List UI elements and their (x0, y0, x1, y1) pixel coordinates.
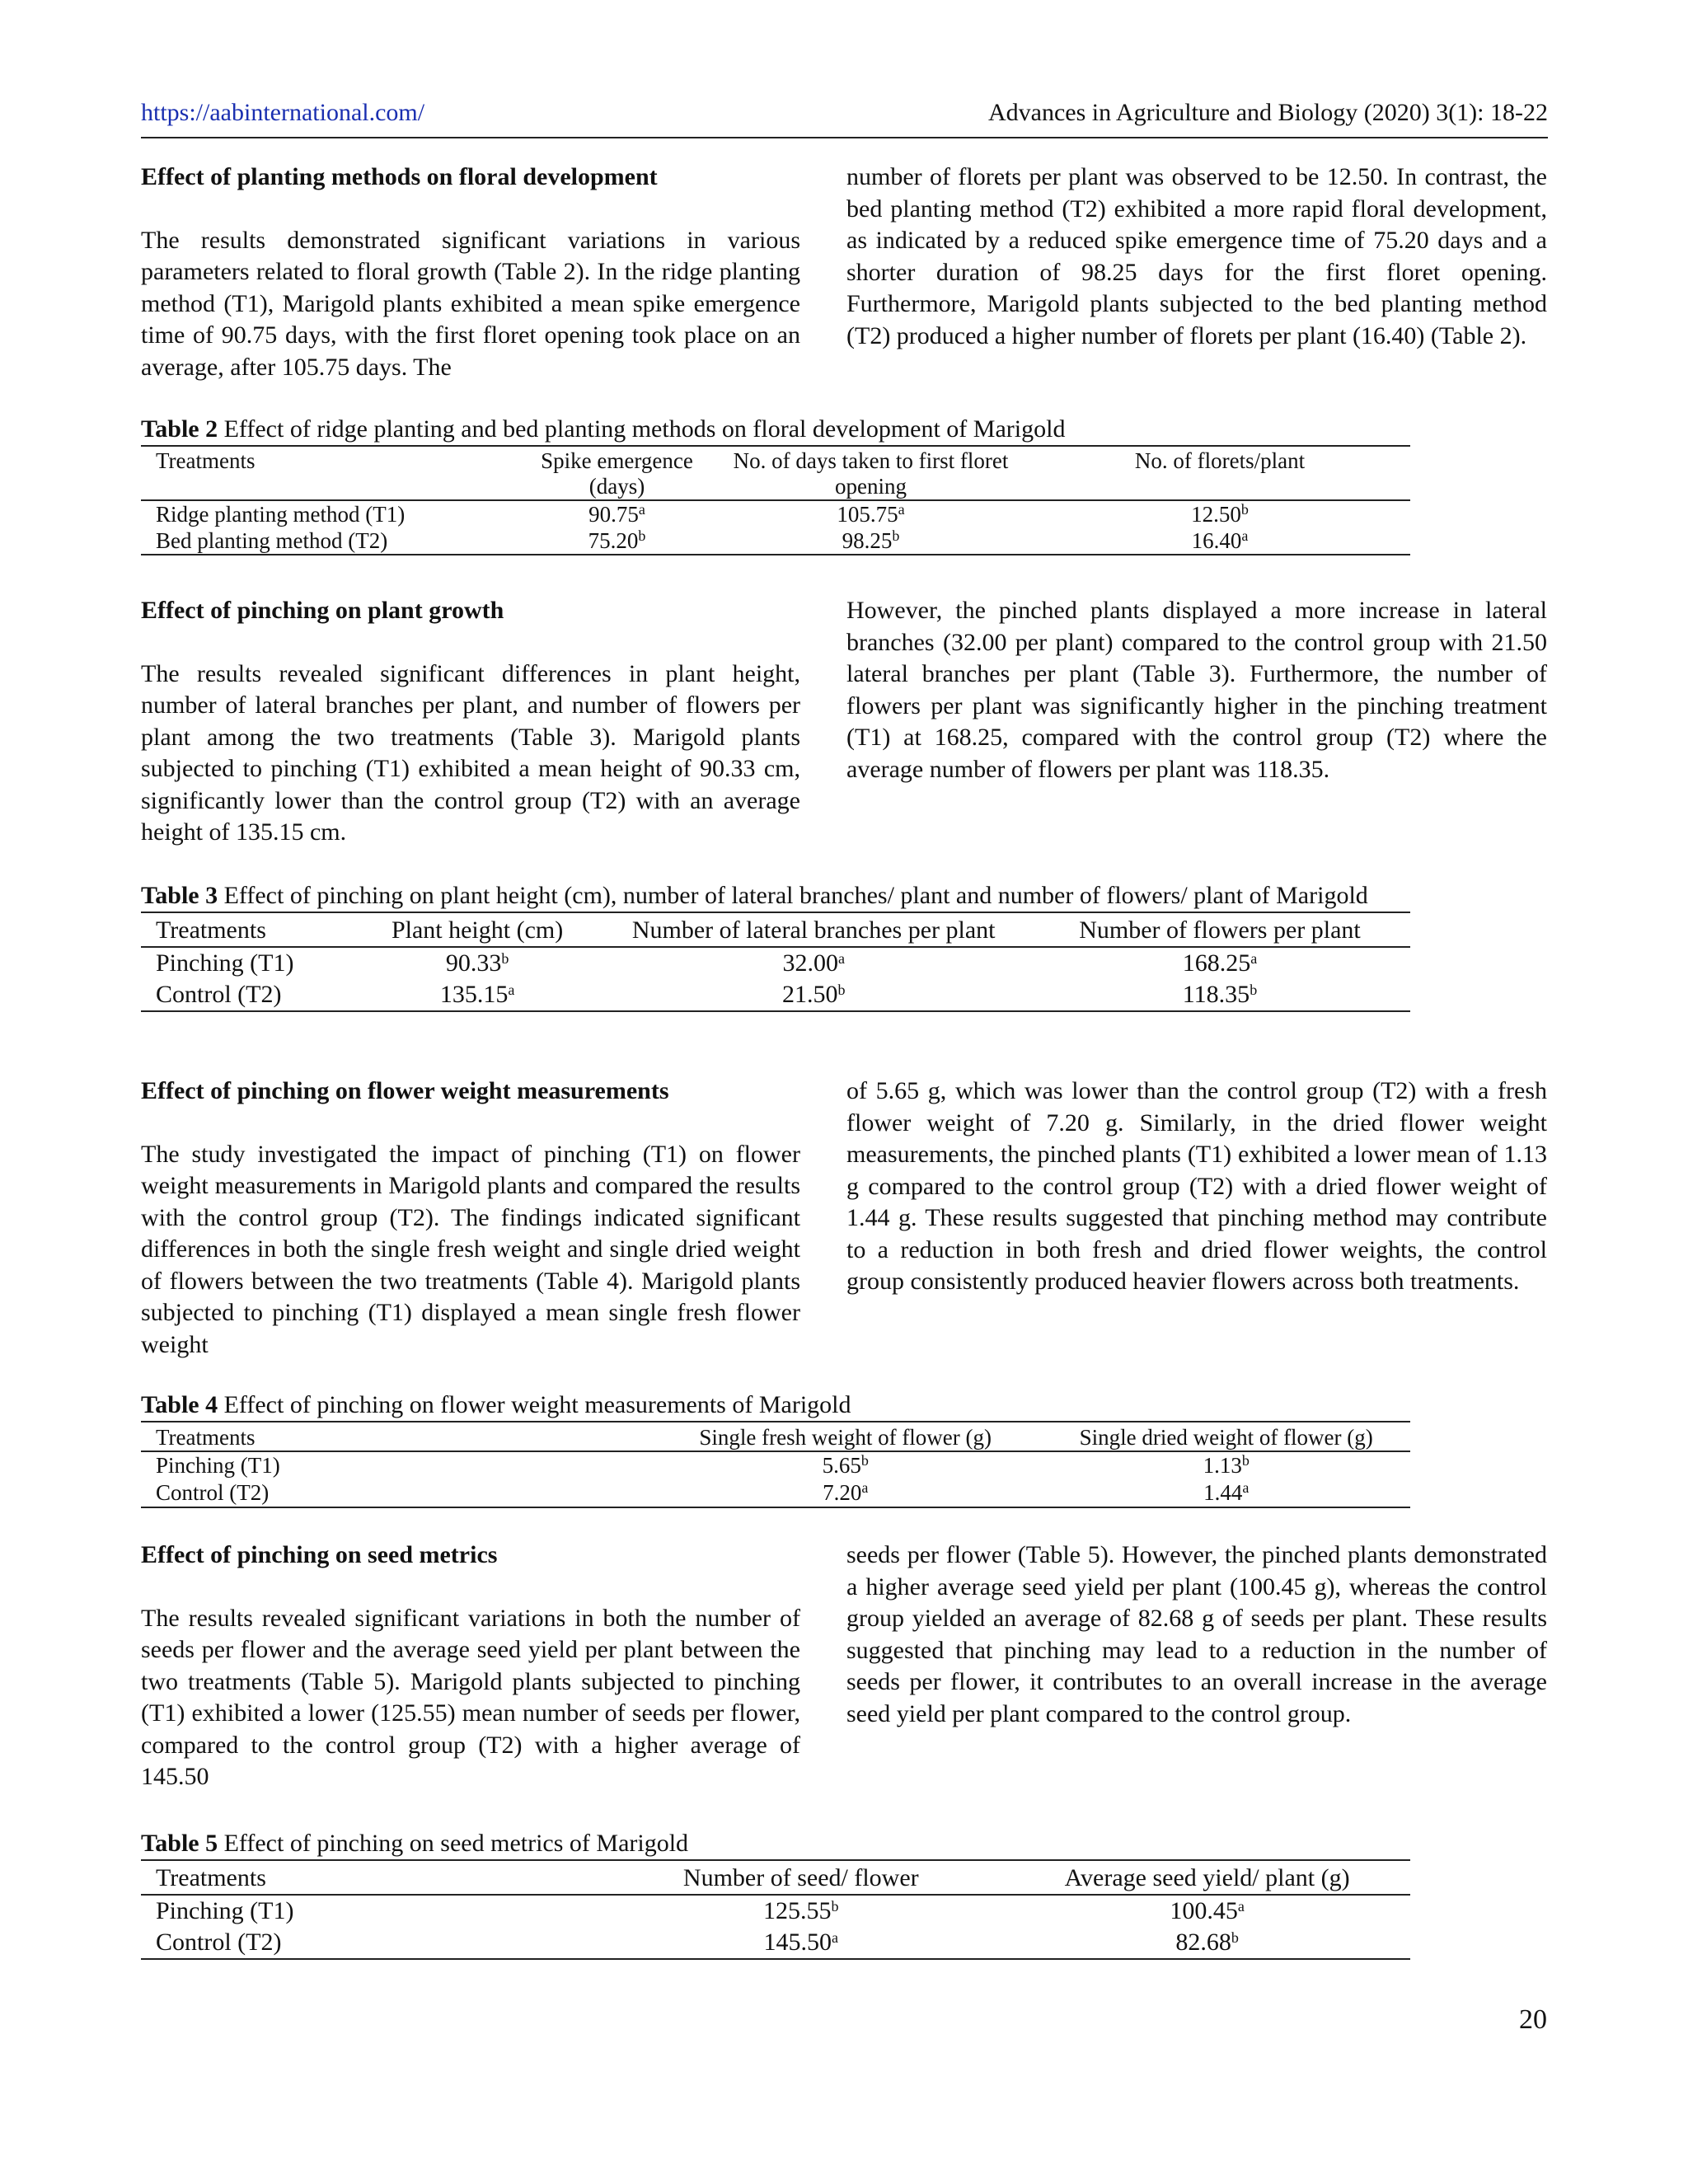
journal-url-link[interactable]: https://aabinternational.com/ (141, 99, 425, 126)
data-table (141, 1421, 1410, 1508)
significance-letter: b (892, 527, 900, 544)
paragraph: seeds per flower (Table 5). However, the pinched plants demonstrated a higher average seed yield per plant (100.45 g), whereas the control group yielded an average of 82.68 g of seeds per plant. These results suggested that pinching may lead to a reduction in the number of seeds per flower, it contributes to an overall increase in the average seed yield per plant compared to the control group. (846, 1541, 1547, 1727)
column-header: Treatments (141, 1860, 598, 1895)
significance-letter: b (837, 982, 846, 998)
value-cell: 118.35$^b$ (1182, 981, 1258, 1008)
section-left-column (141, 162, 800, 383)
treatment-cell: Pinching (T1) (156, 1453, 280, 1478)
section-left-column (141, 1540, 800, 1793)
table-header-row (141, 446, 1410, 500)
section-heading: Effect of pinching on seed metrics (141, 1541, 498, 1568)
running-header (141, 97, 1548, 138)
significance-letter: b (1250, 982, 1258, 998)
table-header-row (141, 1860, 1410, 1895)
column-header: Treatments (141, 446, 522, 500)
column-header: Single dried weight of flower (g) (1042, 1422, 1410, 1451)
section-right-column (846, 1540, 1547, 1730)
section-right-column (846, 162, 1547, 352)
column-header: No. of florets/plant (1029, 446, 1410, 500)
significance-letter: a (508, 982, 515, 998)
section-right-column (846, 595, 1547, 785)
table-header-row (141, 1422, 1410, 1451)
section-left-column (141, 595, 800, 849)
value-cell: 90.33$^b$ (445, 949, 509, 977)
value-cell: 82.68$^b$ (1175, 1929, 1239, 1956)
data-table (141, 1859, 1410, 1960)
section-pinching-growth (141, 595, 1548, 851)
treatment-cell: Bed planting method (T2) (156, 528, 388, 553)
paragraph: However, the pinched plants displayed a more increase in lateral branches (32.00 per plant) compared to the control group with 21.50 lateral branches per plant (Table 3). Furthermore, the number of flowers per plant was significantly higher in the pinching treatment (T1) at 168.25, compared with the control group (T2) where the average number of flowers per plant was 118.35. (846, 597, 1547, 783)
treatment-cell: Pinching (T1) (156, 1897, 294, 1924)
section-heading: Effect of planting methods on floral development (141, 163, 658, 190)
table-caption-text: Effect of ridge planting and bed planting methods on floral development of Marigold (223, 415, 1066, 443)
treatment-cell: Pinching (T1) (156, 949, 294, 977)
significance-letter: b (831, 1898, 839, 1915)
significance-letter: b (1231, 1929, 1239, 1946)
significance-letter: a (1237, 1898, 1245, 1915)
paragraph: The results demonstrated significant variations in various parameters related to floral growth (Table 2). In the ridge planting method (T1), Marigold plants exhibited a mean spike emergence time of 90.75 days, with the first floret opening took place on an average, after 105.75 days. The (141, 226, 800, 381)
value-cell: 100.45$^a$ (1170, 1897, 1245, 1924)
value-cell: 125.55$^b$ (763, 1897, 839, 1924)
column-header: No. of days taken to first floret opening (712, 446, 1029, 500)
section-heading: Effect of pinching on plant growth (141, 597, 504, 624)
section-planting-methods (141, 162, 1548, 384)
table-label: Table 5 (141, 1830, 218, 1857)
treatment-cell: Control (T2) (156, 1480, 270, 1505)
column-header: Number of seed/ flower (598, 1860, 1004, 1895)
significance-letter: a (861, 1479, 869, 1496)
value-cell: 5.65$^b$ (822, 1452, 869, 1478)
column-header: Spike emergence (days) (522, 446, 712, 500)
table-4 (141, 1391, 1410, 1508)
table-caption (141, 415, 1410, 443)
table-row (141, 1479, 1410, 1507)
table-row (141, 527, 1410, 555)
section-flower-weight (141, 1076, 1548, 1364)
value-cell: 105.75$^a$ (837, 501, 905, 527)
page-number: 20 (1519, 2004, 1547, 2035)
section-left-column (141, 1076, 800, 1361)
table-row (141, 947, 1410, 979)
treatment-cell: Control (T2) (156, 1929, 282, 1956)
value-cell: 12.50$^b$ (1191, 501, 1249, 527)
table-caption (141, 1830, 1410, 1858)
table-5 (141, 1830, 1410, 1960)
column-header: Number of flowers per plant (1029, 912, 1410, 947)
value-cell: 1.44$^a$ (1203, 1479, 1250, 1505)
significance-letter: a (638, 501, 645, 518)
column-header: Treatments (141, 1422, 649, 1451)
table-row (141, 500, 1410, 527)
significance-letter: b (1241, 1452, 1250, 1469)
table-row (141, 1451, 1410, 1479)
section-seed-metrics (141, 1540, 1548, 1803)
table-row (141, 979, 1410, 1011)
paragraph: of 5.65 g, which was lower than the control group (T2) with a fresh flower weight of 7.20 g. Similarly, in the dried flower weight measurements, the pinched plants (T1) exhibited a lower mean of 1.13 g compared to the control group (T2) with a dried flower weight of 1.44 g. These results suggested that pinching method may contribute to a reduction in both fresh and dried flower weights, the control group consistently produced heavier flowers across both treatments. (846, 1077, 1547, 1295)
column-header: Plant height (cm) (357, 912, 598, 947)
table-row (141, 1895, 1410, 1927)
significance-letter: a (898, 501, 905, 518)
table-caption-text: Effect of pinching on flower weight measurements of Marigold (223, 1391, 851, 1418)
significance-letter: b (501, 950, 509, 967)
column-header: Average seed yield/ plant (g) (1004, 1860, 1410, 1895)
value-cell: 32.00$^a$ (782, 949, 845, 977)
column-header: Number of lateral branches per plant (598, 912, 1029, 947)
paragraph: The results revealed significant variations in both the number of seeds per flower and the average seed yield per plant between the two treatments (Table 5). Marigold plants subjected to pinching (T1) exhibited a lower (125.55) mean number of seeds per flower, compared to the control group (T2) with a higher average of 145.50 (141, 1604, 800, 1790)
data-table (141, 912, 1410, 1012)
significance-letter: a (1250, 950, 1258, 967)
value-cell: 7.20$^a$ (823, 1479, 869, 1505)
paragraph: number of florets per plant was observed to be 12.50. In contrast, the bed planting method (T2) exhibited a more rapid floral development, as indicated by a reduced spike emergence time of 75.20 days and a shorter duration of 98.25 days for the first floret opening. Furthermore, Marigold plants subjected to the bed planting method (T2) produced a higher number of florets per plant (16.40) (Table 2). (846, 163, 1547, 349)
table-label: Table 2 (141, 415, 218, 443)
value-cell: 21.50$^b$ (781, 981, 846, 1008)
value-cell: 90.75$^a$ (588, 501, 645, 527)
value-cell: 98.25$^b$ (842, 527, 900, 553)
value-cell: 145.50$^a$ (763, 1929, 839, 1956)
significance-letter: a (1242, 1479, 1250, 1496)
table-row (141, 1927, 1410, 1959)
table-header-row (141, 912, 1410, 947)
table-caption (141, 882, 1410, 910)
data-table (141, 445, 1410, 555)
table-3 (141, 882, 1410, 1012)
column-header: Treatments (141, 912, 357, 947)
section-right-column (846, 1076, 1547, 1298)
significance-letter: a (832, 1929, 839, 1946)
table-label: Table 4 (141, 1391, 218, 1418)
significance-letter: a (837, 950, 845, 967)
paragraph: The results revealed significant differences in plant height, number of lateral branches per plant, and number of flowers per plant among the two treatments (Table 3). Marigold plants subjected to pinching (T1) exhibited a mean height of 90.33 cm, significantly lower than the control group (T2) with an average height of 135.15 cm. (141, 659, 800, 846)
paragraph: The study investigated the impact of pinching (T1) on flower weight measurements in Marigold plants and compared the results with the control group (T2). The findings indicated significant differences in both the single fresh weight and single dried weight of flowers between the two treatments (Table 4). Marigold plants subjected to pinching (T1) displayed a mean single fresh flower weight (141, 1140, 800, 1358)
table-caption-text: Effect of pinching on seed metrics of Marigold (223, 1830, 689, 1857)
treatment-cell: Ridge planting method (T1) (156, 502, 406, 527)
significance-letter: b (638, 527, 646, 544)
significance-letter: a (1241, 527, 1249, 544)
value-cell: 135.15$^a$ (439, 981, 515, 1008)
treatment-cell: Control (T2) (156, 981, 282, 1008)
value-cell: 75.20$^b$ (588, 527, 646, 553)
value-cell: 1.13$^b$ (1203, 1452, 1250, 1478)
value-cell: 16.40$^a$ (1191, 527, 1249, 553)
table-label: Table 3 (141, 882, 218, 909)
significance-letter: b (1240, 501, 1249, 518)
section-heading: Effect of pinching on flower weight measurements (141, 1077, 669, 1104)
column-header: Single fresh weight of flower (g) (649, 1422, 1042, 1451)
journal-citation: Advances in Agriculture and Biology (2020) 3(1): 18-22 (987, 99, 1548, 126)
table-caption (141, 1391, 1410, 1419)
significance-letter: b (860, 1452, 869, 1469)
table-caption-text: Effect of pinching on plant height (cm), number of lateral branches/ plant and number of flowers/ plant of Marigold (223, 882, 1368, 909)
value-cell: 168.25$^a$ (1182, 949, 1258, 977)
table-2 (141, 415, 1410, 555)
